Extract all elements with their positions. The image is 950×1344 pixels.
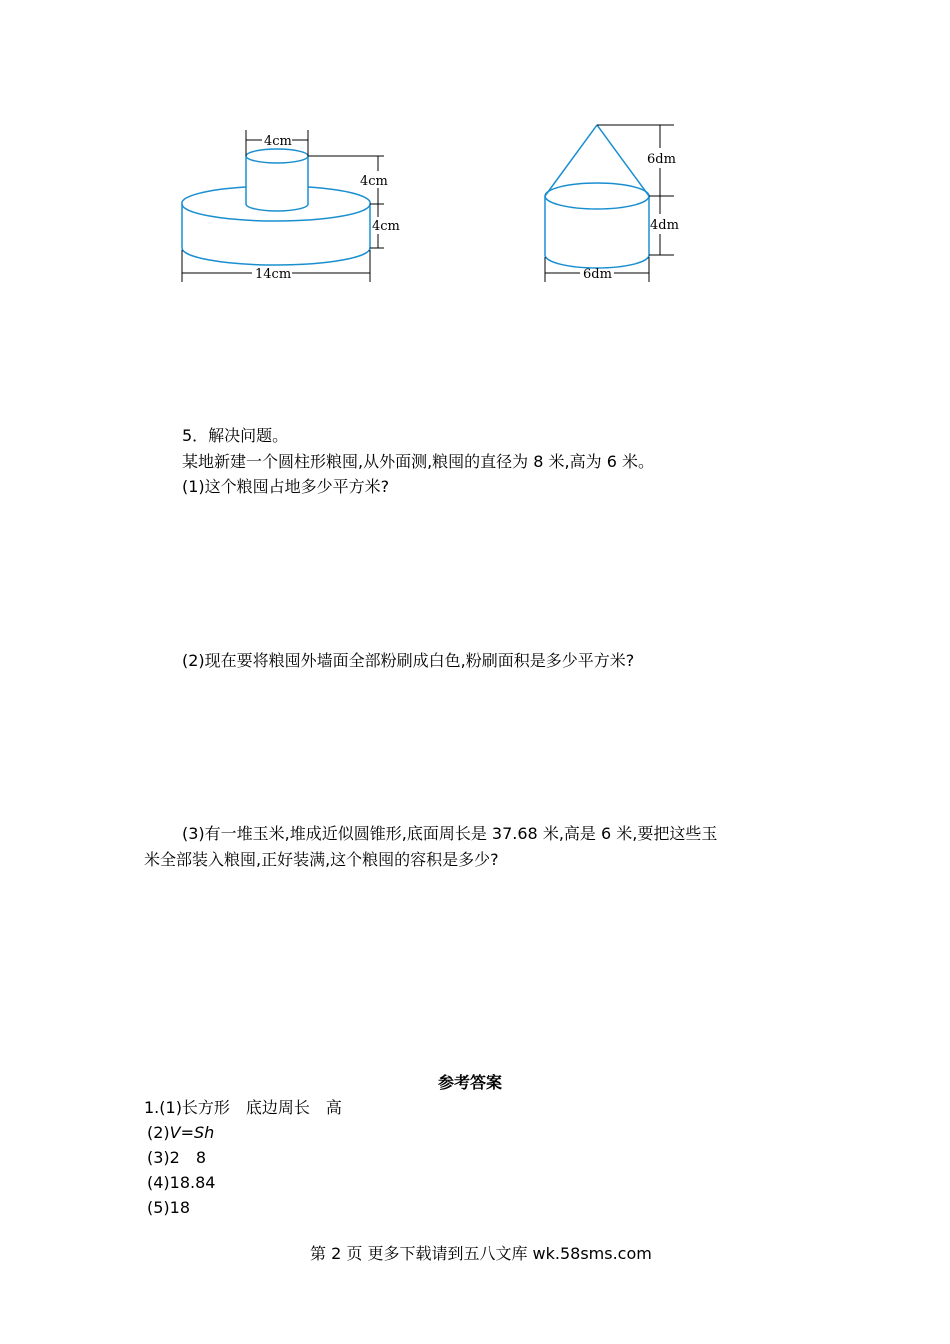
cone-cylinder-figure [535,115,695,290]
answer-2 [147,1123,214,1143]
answer-2-formula: V=Sh [169,1123,215,1142]
answer-4: (4)18.84 [147,1173,216,1192]
section5-intro: 某地新建一个圆柱形粮囤,从外面测,粮囤的直径为 8 米,高为 6 米。 [182,452,654,471]
top-diameter-label: 4cm [264,134,292,149]
cylinder-top-ellipse [545,183,649,209]
answer-3: (3)2 8 [147,1148,207,1167]
page-footer: 第 2 页 更多下载请到五八文库 wk.58sms.com [310,1244,652,1263]
cylinder-height-label: 4dm [650,218,679,233]
answer-5: (5)18 [147,1198,191,1217]
question-3-line-1: (3)有一堆玉米,堆成近似圆锥形,底面周长是 37.68 米,高是 6 米,要把这些玉 [182,824,718,843]
top-height-label: 4cm [360,174,388,189]
top-cylinder-top [246,149,308,163]
diameter-label: 6dm [583,267,612,282]
stacked-cylinders-figure [170,120,410,290]
section5-heading: 5．解决问题。 [182,426,289,445]
question-2: (2)现在要将粮囤外墙面全部粉刷成白色,粉刷面积是多少平方米? [182,651,635,670]
question-3-line-2: 米全部装入粮囤,正好装满,这个粮囤的容积是多少? [144,850,499,869]
bottom-diameter-label: 14cm [255,267,292,282]
bottom-cylinder-top [182,187,370,221]
cone-height-label: 6dm [647,152,676,167]
answers-title: 参考答案 [438,1073,503,1092]
answer-2-prefix: (2) [147,1123,170,1142]
question-1: (1)这个粮囤占地多少平方米? [182,477,390,496]
bottom-height-label: 4cm [372,219,400,234]
answer-1: 1.(1)长方形 底边周长 高 [144,1098,342,1117]
